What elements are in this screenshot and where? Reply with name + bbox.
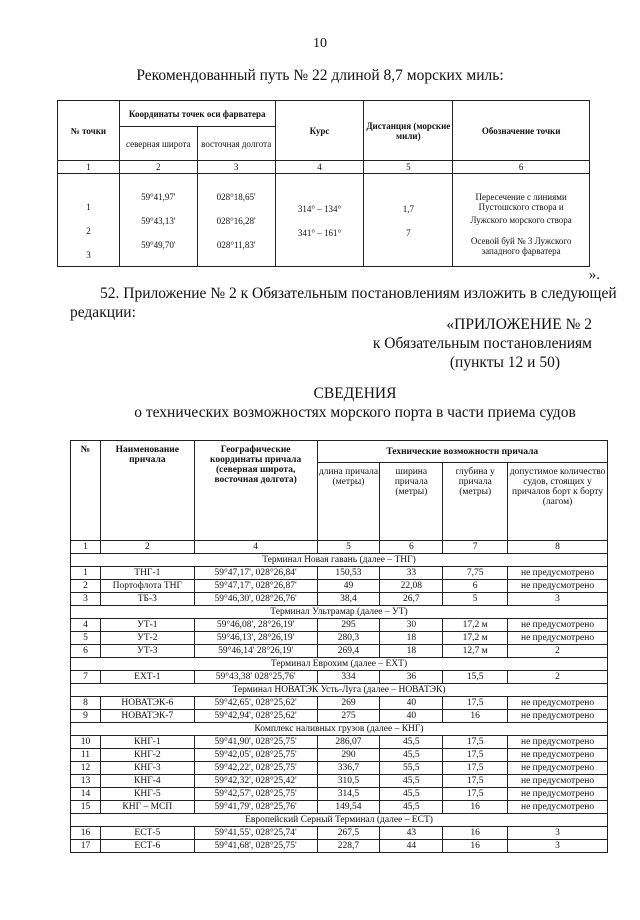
cell-ships: не предусмотрено (508, 788, 608, 801)
svedeniya-subtitle: о технических возможностях морского порта в части приема судов (134, 404, 576, 421)
cell-length: 290 (317, 749, 380, 762)
annex-line-3: (пункты 12 и 50) (449, 354, 560, 371)
cell-ships: 3 (508, 827, 608, 840)
table-row (71, 762, 608, 775)
cell-coords: 59°46,08', 28°26,19' (194, 619, 317, 632)
berth-col-depth-header: глубина у причала (метры) (443, 463, 508, 541)
cell-ships: 2 (508, 671, 608, 684)
point-designation: Лужского морского створа (470, 215, 572, 225)
berth-col-length-header: длина причала (метры) (317, 463, 380, 541)
cell-name: ЕСТ-5 (100, 827, 194, 840)
point-longitude: 028°16,28' (216, 216, 256, 226)
point-designation: Осевой буй № 3 Лужского западного фарватера (470, 236, 572, 256)
cell-width: 45,5 (380, 749, 443, 762)
table-row (71, 567, 608, 580)
table-row (71, 671, 608, 684)
leg-distance: 1,7 (402, 204, 414, 214)
table-row (71, 827, 608, 840)
cell-width: 55,5 (380, 762, 443, 775)
cell-coords: 59°41,68', 028°25,75' (194, 840, 317, 853)
cell-ships: 3 (508, 593, 608, 606)
cell-no: 7 (71, 671, 101, 684)
point-latitude: 59°49,70' (141, 240, 176, 250)
cell-no: 15 (71, 801, 101, 814)
section-title: Терминал Новая гавань (далее – ТНГ) (71, 554, 608, 567)
cell-name: КНГ-2 (100, 749, 194, 762)
column-number: 1 (58, 161, 120, 174)
berth-col-no-header: № (71, 441, 101, 541)
point-longitude: 028°11,83' (216, 240, 256, 250)
cell-ships: не предусмотрено (508, 775, 608, 788)
cell-depth: 16 (443, 827, 508, 840)
cell-coords: 59°41,90', 028°25,75' (194, 736, 317, 749)
cell-name: Портофлота ТНГ (100, 580, 194, 593)
leg-distance: 7 (406, 228, 411, 238)
cell-length: 269,4 (317, 645, 380, 658)
column-number: 1 (71, 541, 101, 554)
section-row (71, 658, 608, 671)
column-number: 8 (508, 541, 608, 554)
cell-depth: 16 (443, 840, 508, 853)
leg-course: 341° – 161° (297, 228, 342, 238)
cell-length: 228,7 (317, 840, 380, 853)
cell-width: 36 (380, 671, 443, 684)
annex-line-1: «ПРИЛОЖЕНИЕ № 2 (446, 316, 592, 333)
section-title: Комплекс наливных грузов (далее – КНГ) (71, 723, 608, 736)
table-row (71, 697, 608, 710)
cell-coords: 59°46,13', 28°26,19' (194, 632, 317, 645)
column-number: 6 (453, 161, 590, 174)
cell-depth: 17,5 (443, 736, 508, 749)
cell-ships: 3 (508, 840, 608, 853)
cell-no: 12 (71, 762, 101, 775)
page-number: 10 (313, 36, 327, 51)
cell-no: 16 (71, 827, 101, 840)
cell-length: 149,54 (317, 801, 380, 814)
cell-no: 11 (71, 749, 101, 762)
column-number: 4 (194, 541, 317, 554)
point-number: 1 (86, 202, 91, 212)
cell-length: 49 (317, 580, 380, 593)
cell-width: 30 (380, 619, 443, 632)
table-row (71, 788, 608, 801)
table-row (71, 736, 608, 749)
table-row (71, 632, 608, 645)
berth-col-tech-header: Технические возможности причала (317, 441, 607, 463)
point-number: 2 (86, 226, 91, 236)
cell-depth: 16 (443, 801, 508, 814)
cell-width: 45,5 (380, 736, 443, 749)
leg-course: 314° – 134° (297, 204, 342, 214)
cell-length: 38,4 (317, 593, 380, 606)
cell-width: 43 (380, 827, 443, 840)
paragraph-52: 52. Приложение № 2 к Обязательным постановлениям изложить в следующей редакции: (70, 285, 617, 321)
route-table (57, 100, 590, 267)
column-number: 2 (100, 541, 194, 554)
table-row (71, 645, 608, 658)
cell-no: 4 (71, 619, 101, 632)
cell-name: ЕХТ-1 (100, 671, 194, 684)
cell-name: КНГ – МСП (100, 801, 194, 814)
column-number: 4 (275, 161, 364, 174)
column-number: 6 (380, 541, 443, 554)
cell-coords: 59°43,38' 028°25,76' (194, 671, 317, 684)
cell-coords: 59°47,17', 028°26,87' (194, 580, 317, 593)
col-lon-header: восточная долгота (197, 127, 275, 161)
cell-no: 2 (71, 580, 101, 593)
cell-depth: 17,2 м (443, 619, 508, 632)
cell-length: 286,07 (317, 736, 380, 749)
cell-no: 8 (71, 697, 101, 710)
cell-no: 6 (71, 645, 101, 658)
cell-length: 295 (317, 619, 380, 632)
point-number: 3 (86, 250, 91, 260)
cell-coords: 59°47,17', 028°26,84' (194, 567, 317, 580)
cell-ships: не предусмотрено (508, 697, 608, 710)
cell-ships: не предусмотрено (508, 762, 608, 775)
cell-width: 18 (380, 632, 443, 645)
cell-coords: 59°42,05', 028°25,75' (194, 749, 317, 762)
cell-coords: 59°42,32', 028°25,42' (194, 775, 317, 788)
point-latitude: 59°43,13' (141, 216, 176, 226)
column-number: 7 (443, 541, 508, 554)
table-row (71, 580, 608, 593)
table-row (71, 801, 608, 814)
section-row (71, 814, 608, 827)
cell-ships: не предусмотрено (508, 567, 608, 580)
cell-length: 269 (317, 697, 380, 710)
closing-quote: ». (588, 267, 600, 283)
cell-ships: не предусмотрено (508, 619, 608, 632)
berth-table (70, 440, 608, 853)
cell-length: 275 (317, 710, 380, 723)
cell-length: 280,3 (317, 632, 380, 645)
cell-width: 45,5 (380, 775, 443, 788)
column-number: 3 (197, 161, 275, 174)
column-numbers-row (58, 161, 590, 174)
berth-col-ships-header: допустимое количество судов, стоящих у причалов борт к борту (лагом) (508, 463, 608, 541)
cell-no: 14 (71, 788, 101, 801)
cell-depth: 12,7 м (443, 645, 508, 658)
cell-ships: не предусмотрено (508, 632, 608, 645)
cell-width: 22,08 (380, 580, 443, 593)
cell-width: 40 (380, 710, 443, 723)
cell-depth: 15,5 (443, 671, 508, 684)
cell-depth: 17,5 (443, 775, 508, 788)
cell-name: ЕСТ-6 (100, 840, 194, 853)
cell-coords: 59°46,30', 028°26,76' (194, 593, 317, 606)
cell-width: 33 (380, 567, 443, 580)
cell-no: 1 (71, 567, 101, 580)
column-number: 5 (317, 541, 380, 554)
col-designation-header: Обозначение точки (453, 101, 590, 161)
section-title: Европейский Серный Терминал (далее – ЕСТ) (71, 814, 608, 827)
cell-depth: 5 (443, 593, 508, 606)
svedeniya-title: СВЕДЕНИЯ (313, 385, 397, 402)
cell-width: 44 (380, 840, 443, 853)
cell-coords: 59°41,55', 028°25,74' (194, 827, 317, 840)
cell-name: УТ-2 (100, 632, 194, 645)
cell-depth: 17,5 (443, 762, 508, 775)
col-course-header: Курс (275, 101, 364, 161)
cell-name: НОВАТЭК-7 (100, 710, 194, 723)
cell-coords: 59°46,14' 28°26,19' (194, 645, 317, 658)
cell-coords: 59°42,94', 028°25,62' (194, 710, 317, 723)
cell-no: 3 (71, 593, 101, 606)
cell-ships: не предусмотрено (508, 801, 608, 814)
table-row (71, 710, 608, 723)
cell-coords: 59°41,79', 028°25,76' (194, 801, 317, 814)
cell-name: КНГ-1 (100, 736, 194, 749)
cell-ships: не предусмотрено (508, 736, 608, 749)
cell-coords: 59°42,57', 028°25,75' (194, 788, 317, 801)
cell-name: ТНГ-1 (100, 567, 194, 580)
column-number: 2 (119, 161, 197, 174)
cell-depth: 7,75 (443, 567, 508, 580)
cell-width: 45,5 (380, 788, 443, 801)
cell-coords: 59°42,22', 028°25,75' (194, 762, 317, 775)
cell-depth: 17,5 (443, 788, 508, 801)
cell-length: 336,7 (317, 762, 380, 775)
cell-name: ТБ-3 (100, 593, 194, 606)
cell-no: 17 (71, 840, 101, 853)
col-no-header: № точки (58, 101, 120, 161)
cell-no: 9 (71, 710, 101, 723)
cell-length: 267,5 (317, 827, 380, 840)
cell-depth: 17,2 м (443, 632, 508, 645)
cell-no: 5 (71, 632, 101, 645)
section-row (71, 554, 608, 567)
cell-ships: не предусмотрено (508, 580, 608, 593)
section-row (71, 684, 608, 697)
cell-name: УТ-1 (100, 619, 194, 632)
berth-col-width-header: ширина причала (метры) (380, 463, 443, 541)
section-row (71, 723, 608, 736)
cell-width: 45,5 (380, 801, 443, 814)
cell-no: 13 (71, 775, 101, 788)
section-title: Терминал Ультрамар (далее – УТ) (71, 606, 608, 619)
cell-name: УТ-3 (100, 645, 194, 658)
col-lat-header: северная широта (119, 127, 197, 161)
cell-name: НОВАТЭК-6 (100, 697, 194, 710)
column-number: 5 (364, 161, 453, 174)
route-body (58, 174, 590, 267)
table-row (71, 775, 608, 788)
cell-name: КНГ-3 (100, 762, 194, 775)
cell-depth: 16 (443, 710, 508, 723)
route-title: Рекомендованный путь № 22 длиной 8,7 морских миль: (136, 67, 504, 84)
section-title: Терминал НОВАТЭК Усть-Луга (далее – НОВАТЭК) (71, 684, 608, 697)
table-row (71, 749, 608, 762)
berth-col-geo-header: Географические координаты причала (северная широта, восточная долгота) (194, 441, 317, 541)
cell-length: 334 (317, 671, 380, 684)
cell-width: 26,7 (380, 593, 443, 606)
section-title: Терминал Еврохим (далее – ЕХТ) (71, 658, 608, 671)
cell-depth: 17,5 (443, 749, 508, 762)
col-coords-header: Координаты точек оси фарватера (119, 101, 275, 127)
table-row (71, 840, 608, 853)
annex-line-2: к Обязательным постановлениям (372, 335, 592, 352)
cell-name: КНГ-5 (100, 788, 194, 801)
cell-coords: 59°42,65', 028°25,62' (194, 697, 317, 710)
berth-column-numbers-row (71, 541, 608, 554)
col-distance-header: Дистанция (морские мили) (364, 101, 453, 161)
cell-no: 10 (71, 736, 101, 749)
cell-ships: не предусмотрено (508, 710, 608, 723)
berth-col-name-header: Наименование причала (100, 441, 194, 541)
cell-width: 40 (380, 697, 443, 710)
cell-depth: 17,5 (443, 697, 508, 710)
cell-length: 314,5 (317, 788, 380, 801)
cell-length: 310,5 (317, 775, 380, 788)
cell-ships: 2 (508, 645, 608, 658)
point-designation: Пересечение с линиями Пустошского створа и (475, 192, 567, 212)
cell-length: 150,53 (317, 567, 380, 580)
point-longitude: 028°18,65' (216, 192, 256, 202)
table-row (71, 619, 608, 632)
cell-width: 18 (380, 645, 443, 658)
cell-name: КНГ-4 (100, 775, 194, 788)
table-row (71, 593, 608, 606)
point-latitude: 59°41,97' (141, 192, 176, 202)
cell-ships: не предусмотрено (508, 749, 608, 762)
cell-depth: 6 (443, 580, 508, 593)
section-row (71, 606, 608, 619)
